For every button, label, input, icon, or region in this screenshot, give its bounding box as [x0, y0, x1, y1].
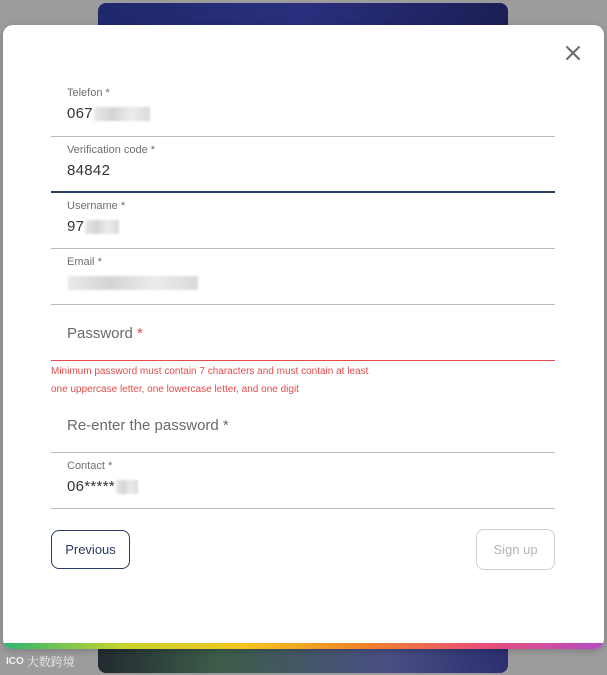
watermark-text: 大数跨境 [26, 655, 75, 669]
contact-label: Contact * [67, 460, 113, 472]
password-label: Password * [67, 325, 143, 342]
watermark-logo: ICO [6, 656, 24, 667]
username-field[interactable] [51, 193, 555, 249]
email-value[interactable] [67, 274, 198, 291]
verification-code-label: Verification code * [67, 144, 156, 156]
verification-code-value[interactable]: 84842 [67, 162, 111, 179]
sign-up-button[interactable]: Sign up [476, 529, 555, 570]
rainbow-bar [3, 643, 604, 649]
phone-value[interactable]: 067 [67, 105, 150, 122]
reenter-password-field[interactable] [51, 397, 555, 453]
previous-button[interactable]: Previous [51, 530, 130, 569]
email-field[interactable] [51, 249, 555, 305]
phone-field[interactable] [51, 80, 555, 137]
reenter-password-label: Re-enter the password * [67, 417, 229, 434]
redacted-username [85, 220, 119, 234]
verification-code-field[interactable] [51, 137, 555, 193]
username-label: Username * [67, 200, 126, 212]
redacted-email [68, 276, 198, 290]
password-field[interactable] [51, 305, 555, 361]
signup-modal [3, 25, 604, 649]
username-value[interactable]: 97 [67, 218, 119, 235]
close-icon[interactable] [562, 42, 584, 64]
password-error-message: Minimum password must contain 7 characters and must contain at least one uppercase letter, one lowercase letter, and one digit [51, 366, 369, 395]
redacted-phone [94, 107, 150, 121]
contact-value[interactable]: 06***** [67, 478, 138, 495]
watermark [6, 653, 75, 670]
email-label: Email * [67, 256, 102, 268]
contact-field[interactable] [51, 453, 555, 509]
redacted-contact [116, 480, 138, 494]
phone-label: Telefon * [67, 87, 110, 99]
